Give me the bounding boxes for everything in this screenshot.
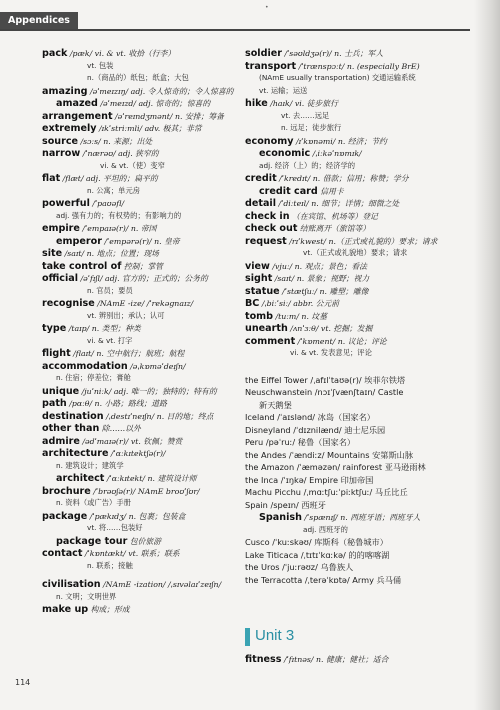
- headword: tomb: [245, 310, 274, 322]
- entry-definition: /NAmE -ization/ /ˌsɪvəlaɪˈzeɪʃn/: [100, 580, 222, 589]
- dictionary-entry: [42, 235, 232, 248]
- headword: architecture: [42, 448, 109, 459]
- dictionary-entry: [245, 235, 470, 248]
- sense-line: vt. 去……远足: [281, 110, 330, 120]
- entry-definition: /əˈmeɪzɪŋ/ adj. 令人惊奇的；令人惊喜的: [87, 86, 234, 96]
- headword: empire: [42, 223, 80, 234]
- entry-definition: /ɪkˈstriːmli/ adv. 极其；非常: [96, 124, 202, 133]
- dictionary-entry: [245, 185, 470, 198]
- dictionary-entry: [245, 47, 470, 60]
- sense-line: n. 公寓；单元房: [87, 185, 141, 195]
- proper-noun-entry: Machu Picchu /ˌmɑːtʃuːˈpiːktʃuː/ 马丘比丘: [245, 487, 408, 497]
- headword: request: [245, 235, 287, 247]
- sense-line: vt. 辨别出；承认；认可: [87, 310, 165, 320]
- entry-definition: /ˌiːkəˈnɒmɪk/: [310, 149, 362, 158]
- entry-definition: /ədˈmaɪə(r)/ vt. 钦佩；赞赏: [79, 436, 183, 446]
- entry-definition: /əˈfɪʃl/ adj. 官方的；正式的；公务的: [78, 274, 208, 283]
- headword: comment: [245, 335, 296, 347]
- entry-definition: /pæk/ vi. & vt. 收拾（行李）: [67, 49, 176, 58]
- entry-definition: /ˈɑːkɪtektʃə(r)/: [108, 449, 166, 458]
- headword: contact: [42, 548, 83, 559]
- entry-definition: /vjuː/ n. 观点；景色；看法: [269, 261, 367, 271]
- dictionary-entry: [42, 110, 232, 123]
- unit-entries: [245, 653, 470, 666]
- left-column: [42, 47, 232, 616]
- headword: admire: [42, 435, 80, 447]
- entry-definition: /ˈstætʃuː/ n. 雕塑；雕像: [279, 286, 369, 296]
- section-tab: Appendices: [0, 12, 78, 29]
- headword: flat: [42, 173, 61, 184]
- entry-definition: /pɑːθ/ n. 小路；路线；道路: [66, 399, 167, 408]
- headword: pack: [42, 48, 68, 59]
- headword: view: [245, 260, 270, 272]
- dictionary-entry: [42, 410, 232, 423]
- entry-definition: /ʌnˈɜːθ/ vt. 挖掘；发掘: [287, 324, 373, 333]
- entry-definition: /ˈempaɪə(r)/ n. 帝国: [79, 224, 157, 233]
- entry-definition: /rɪˈkwest/ n.（正式或礼貌的）要求；请求: [286, 236, 438, 246]
- entry-definition: /ˈtrænspɔːt/ n. (especially BrE): [296, 61, 420, 71]
- entry-definition: /əˈreɪndʒmənt/ n. 安排；筹备: [112, 111, 224, 121]
- unit-accent-bar: [245, 628, 250, 646]
- dictionary-entry: [42, 172, 232, 185]
- sense-line: vt. 运输；运送: [259, 85, 308, 95]
- dictionary-entry: [245, 297, 470, 310]
- headword: credit card: [259, 185, 318, 197]
- dictionary-entry: [42, 385, 232, 398]
- dictionary-entry: [245, 172, 470, 185]
- proper-noun-entry: the Amazon /ˈæməzən/ rainforest 亚马逊雨林: [245, 462, 426, 472]
- dictionary-entry: [245, 260, 470, 273]
- dictionary-entry: [245, 285, 470, 298]
- entry-definition: /əˌkɒməˈdeɪʃn/: [127, 361, 186, 371]
- headword: accommodation: [42, 360, 128, 372]
- entry-definition: /ˈkɒntækt/ vt. 联系；联系: [82, 549, 180, 558]
- dictionary-entry: [42, 397, 232, 410]
- entry-definition: /ˈsəʊldʒə(r)/ n. 士兵；军人: [281, 49, 384, 58]
- dictionary-entry: [42, 547, 232, 560]
- unit-title: Unit 3: [255, 627, 295, 644]
- headword: hike: [245, 98, 268, 109]
- sense-line: n. 远足；徒步旅行: [281, 123, 342, 132]
- dictionary-entry: [42, 97, 232, 110]
- entry-definition: 包价旅游: [127, 536, 162, 546]
- dictionary-entry: [42, 603, 232, 616]
- entry-definition: /ɪˈkɒnəmi/ n. 经济；节约: [293, 136, 387, 146]
- dictionary-entry: [245, 210, 470, 223]
- entry-definition: /saɪt/ n. 景象；视野；视力: [272, 274, 370, 283]
- headword: statue: [245, 285, 280, 297]
- proper-noun-entry: Cusco /ˈkuːskəʊ/ 库斯科（秘鲁城市）: [245, 537, 388, 547]
- top-mark: •: [265, 4, 269, 11]
- sense-line: n.（商品的）纸包；纸盒；大包: [87, 73, 189, 82]
- dictionary-entry: [42, 447, 232, 460]
- entry-definition: /ˌdestɪˈneɪʃn/ n. 目的地；终点: [103, 411, 214, 421]
- entry-definition: /haɪk/ vi. 徒步旅行: [267, 99, 338, 108]
- headword: powerful: [42, 198, 90, 209]
- entry-definition: /taɪp/ n. 类型；种类: [66, 324, 141, 333]
- proper-noun-entry: Spain /speɪn/ 西班牙: [245, 499, 326, 510]
- headword: amazing: [42, 85, 88, 97]
- headword: sight: [245, 273, 273, 284]
- sense-line: n. 住宿；停差位；膏舱: [56, 373, 131, 382]
- dictionary-entry: [42, 47, 232, 60]
- dictionary-entry: [42, 485, 232, 498]
- spacer: [245, 360, 470, 374]
- sense-line: vi. & vt. 打字: [87, 335, 133, 345]
- entry-definition: /ˈfɪtnəs/ n. 健康；健社；适合: [281, 655, 389, 664]
- sense-line: n. 资料（或广告）手册: [56, 498, 131, 507]
- sense-line: adj. 经济（上）的；经济学的: [259, 160, 356, 170]
- headword: brochure: [42, 485, 91, 497]
- entry-definition: /ˈbrəʊʃə(r)/ NAmE broʊˈʃʊr/: [90, 486, 200, 496]
- proper-noun-entry: the Eiffel Tower /ˌafɪlˈtaʊə(r)/ 埃菲尔铁塔: [245, 374, 406, 385]
- proper-noun-entry: 新天鹅堡: [259, 399, 292, 410]
- dictionary-entry: [245, 60, 470, 73]
- dictionary-entry: [42, 260, 232, 273]
- entry-definition: /ˈnærəʊ/ adj. 狭窄的: [80, 149, 159, 158]
- dictionary-entry: [42, 322, 232, 335]
- headword: source: [42, 135, 79, 147]
- headword: Spanish: [259, 512, 302, 523]
- entry-definition: （在宾馆、机场等）登记: [289, 211, 378, 221]
- dictionary-entry: [42, 272, 232, 285]
- proper-noun-entry: Disneyland /ˈdɪznilænd/ 迪士尼乐园: [245, 424, 386, 435]
- headword: other than: [42, 423, 100, 434]
- sense-line: n. 联系；接触: [87, 560, 133, 570]
- headword: credit: [245, 173, 277, 184]
- dictionary-entry: [42, 147, 232, 160]
- entry-definition: /ˈɑːkɪtekt/ n. 建筑设计师: [104, 474, 197, 483]
- dictionary-entry: [245, 197, 470, 210]
- headword: BC: [245, 298, 260, 309]
- dictionary-entry: [42, 135, 232, 148]
- sense-line: n. 文明；文明世界: [56, 591, 117, 601]
- headword: extremely: [42, 123, 97, 134]
- sense-line: vi. & vt.（使）变窄: [100, 160, 165, 170]
- entry-definition: /ˈspænɪʃ/ n. 西班牙语；西班牙人: [301, 513, 421, 522]
- headword: make up: [42, 604, 89, 615]
- headword: fitness: [245, 654, 282, 665]
- right-column: [245, 47, 470, 586]
- entry-definition: 除……以外: [99, 424, 141, 433]
- dictionary-entry: [42, 360, 232, 373]
- dictionary-entry: [245, 511, 470, 524]
- headword: economic: [259, 148, 311, 159]
- headword: soldier: [245, 48, 282, 59]
- dictionary-entry: [42, 435, 232, 448]
- headword: flight: [42, 348, 71, 359]
- proper-noun-entry: Neuschwanstein /nɔɪˈʃvænʃtaɪn/ Castle: [245, 387, 404, 397]
- sense-line: adj. 强有力的；有权势的；有影响力的: [56, 210, 182, 220]
- headword: type: [42, 323, 67, 334]
- entry-definition: /tuːm/ n. 坟墓: [273, 311, 328, 321]
- sense-line: (NAmE usually transportation) 交通运输系统: [259, 73, 416, 82]
- sense-line: n. 建筑设计；建筑学: [56, 460, 124, 470]
- page-spine: [474, 0, 500, 710]
- sense-line: vt. 将……包装好: [87, 523, 143, 532]
- page-number: 114: [15, 678, 31, 687]
- dictionary-entry: [42, 247, 232, 260]
- proper-noun-entry: Lake Titicaca /ˌtɪtɪˈkɑːkə/ 的的喀喀湖: [245, 549, 390, 560]
- dictionary-entry: [42, 422, 232, 435]
- headword: check out: [245, 223, 298, 234]
- headword: civilisation: [42, 579, 101, 590]
- sense-line: vi. & vt. 发表意见；评论: [290, 348, 372, 357]
- dictionary-entry: [245, 222, 470, 235]
- dictionary-entry: [42, 222, 232, 235]
- headword: package: [42, 510, 88, 522]
- entry-definition: /ˈempərə(r)/ n. 皇帝: [101, 236, 180, 246]
- entry-definition: /ˈdiːteɪl/ n. 细节；详情；细微之处: [276, 199, 400, 208]
- headword: official: [42, 273, 79, 284]
- headword: detail: [245, 198, 277, 209]
- headword: destination: [42, 410, 104, 422]
- headword: package tour: [56, 535, 128, 547]
- entry-definition: /flaɪt/ n. 空中航行；航班；航程: [70, 349, 185, 358]
- headword: emperor: [56, 235, 102, 247]
- headword: arrangement: [42, 110, 113, 122]
- headword: site: [42, 248, 63, 259]
- proper-noun-entry: the Uros /ˈjuːrəʊz/ 乌鲁族人: [245, 562, 354, 572]
- dictionary-entry: [245, 322, 470, 335]
- dictionary-entry: [245, 272, 470, 285]
- entry-definition: /saɪt/ n. 地点；位置；现场: [62, 249, 159, 258]
- proper-noun-entry: the Andes /ˈændiːz/ Mountains 安第斯山脉: [245, 449, 414, 460]
- dictionary-entry: [245, 147, 470, 160]
- dictionary-entry: [245, 335, 470, 348]
- headword: unearth: [245, 323, 288, 334]
- entry-definition: /ˈpækɪdʒ/ n. 包裹；包装盒: [87, 511, 186, 521]
- entry-definition: /sɔːs/ n. 来源；出处: [78, 136, 153, 146]
- sense-line: vt.（正式或礼貌地）要求；请求: [303, 248, 408, 257]
- headword: economy: [245, 135, 294, 147]
- dictionary-entry: [245, 135, 470, 148]
- proper-noun-entry: the Inca /ˈɪŋkə/ Empire 印加帝国: [245, 474, 374, 485]
- sense-line: n. 官员；要员: [87, 285, 133, 295]
- dictionary-entry: [245, 310, 470, 323]
- dictionary-entry: [42, 472, 232, 485]
- proper-noun-entry: Iceland /ˈaɪslənd/ 冰岛（国家名）: [245, 412, 375, 422]
- dictionary-entry: [42, 85, 232, 98]
- entry-definition: /əˈmeɪzd/ adj. 惊奇的；惊喜的: [97, 99, 211, 108]
- entry-definition: /ˈkredɪt/ n. 借款；信用；称赞；学分: [276, 174, 409, 183]
- dictionary-entry: [42, 347, 232, 360]
- sense-line: vt. 包装: [87, 60, 114, 70]
- dictionary-entry: [42, 578, 232, 591]
- headword: check in: [245, 210, 290, 222]
- entry-definition: /ˈpaʊəfl/: [89, 199, 125, 208]
- entry-definition: /NAmE -ize/ /ˈrekəɡnaɪz/: [94, 299, 194, 308]
- headword: take control of: [42, 260, 122, 272]
- dictionary-entry: [42, 297, 232, 310]
- headword: amazed: [56, 98, 98, 109]
- dictionary-entry: [42, 510, 232, 523]
- dictionary-entry: [245, 97, 470, 110]
- headword: recognise: [42, 298, 95, 309]
- headword: unique: [42, 385, 80, 397]
- entry-definition: 结账离开（旅馆等）: [297, 224, 371, 233]
- dictionary-entry: [245, 653, 470, 666]
- headword: narrow: [42, 148, 81, 159]
- entry-definition: /flæt/ adj. 平坦的；扁平的: [60, 174, 158, 183]
- dictionary-entry: [42, 197, 232, 210]
- entry-definition: /ˌbiːˈsiː/ abbr. 公元前: [259, 299, 340, 308]
- headword: transport: [245, 60, 297, 72]
- entry-definition: 构成；形成: [88, 605, 130, 614]
- dictionary-entry: [42, 122, 232, 135]
- proper-noun-entry: the Terracotta /ˌterəˈkɒtə/ Army 兵马俑: [245, 574, 402, 585]
- entry-definition: 控制；掌管: [121, 261, 163, 271]
- sense-line: adj. 西班牙的: [303, 524, 348, 534]
- headword: path: [42, 398, 67, 409]
- dictionary-entry: [42, 535, 232, 548]
- entry-definition: /ˈkɒment/ n. 议论；评论: [295, 336, 387, 346]
- headword: architect: [56, 473, 105, 484]
- proper-noun-entry: Peru /pəˈruː/ 秘鲁（国家名）: [245, 437, 356, 447]
- entry-definition: /juˈniːk/ adj. 唯一的；独特的；特有的: [79, 386, 217, 396]
- entry-definition: 信用卡: [317, 186, 344, 196]
